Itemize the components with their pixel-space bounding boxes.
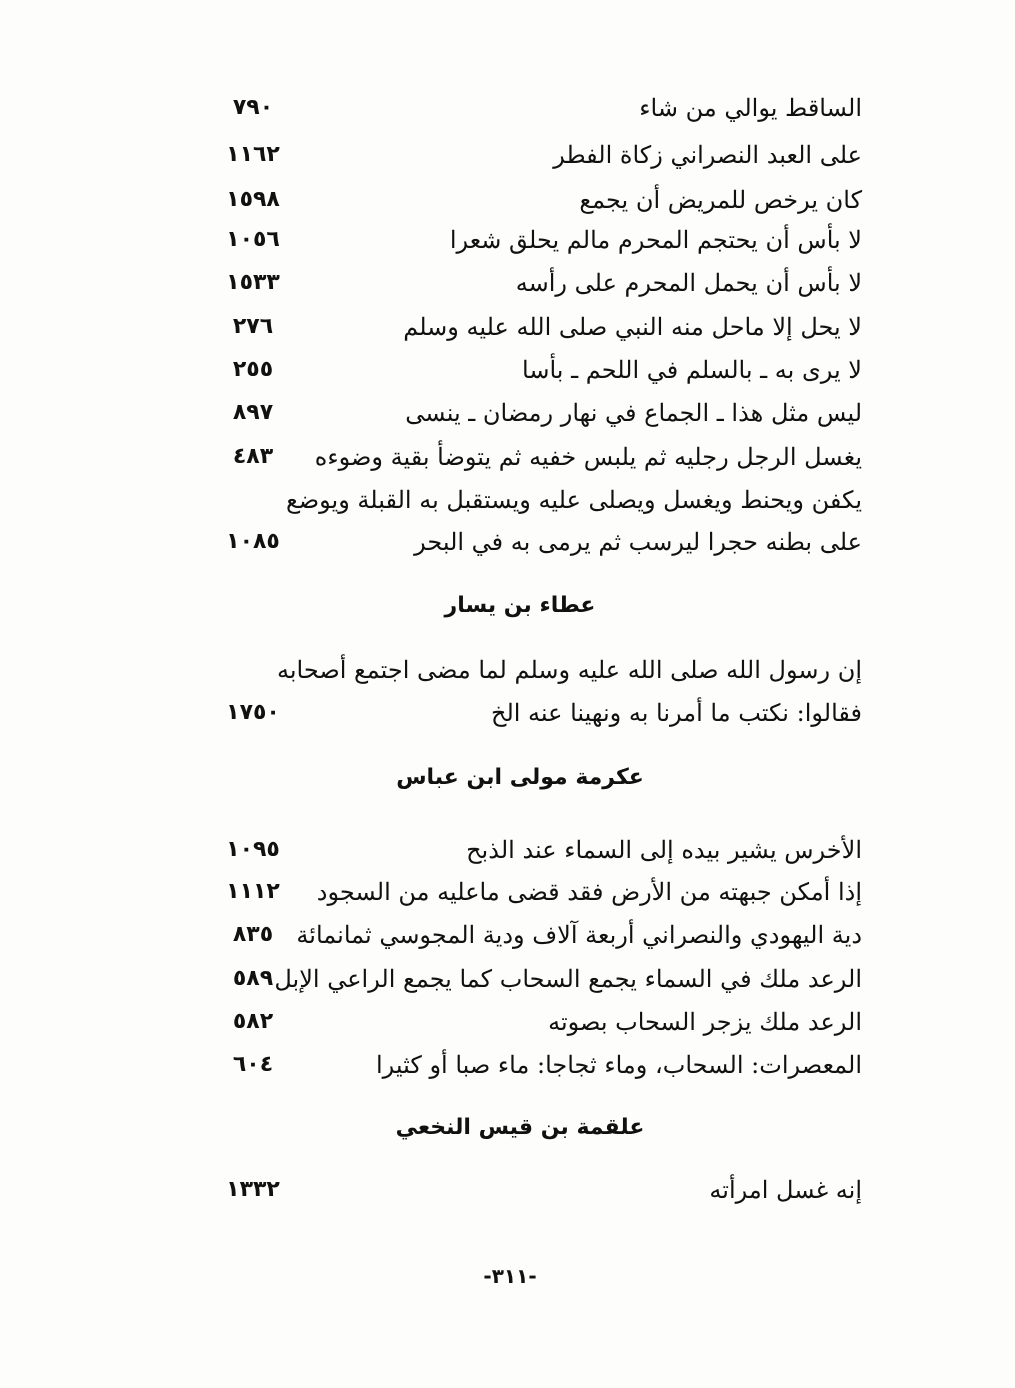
index-entry (200, 830, 870, 870)
index-entry (200, 959, 870, 999)
entry-text: يغسل الرجل رجليه ثم يلبس خفيه ثم يتوضأ بقية وضوءه (314, 443, 862, 471)
page-number: -٣١١- (483, 1264, 537, 1288)
entry-number: ٨٣٥ (232, 922, 274, 947)
entry-number: ١١١٢ (226, 879, 280, 904)
index-entry (200, 88, 870, 128)
entry-number: ١٣٣٢ (226, 1177, 280, 1202)
section-heading: عكرمة مولى ابن عباس (396, 765, 644, 790)
entry-text: يكفن ويحنط ويغسل ويصلى عليه ويستقبل به القبلة ويوضع (285, 486, 862, 514)
index-entry (200, 263, 870, 303)
entry-number: ١٠٨٥ (226, 529, 280, 554)
entry-number: ١٥٩٨ (226, 187, 280, 212)
entry-text: لا بأس أن يحتجم المحرم مالم يحلق شعرا (449, 226, 862, 254)
index-entry (200, 180, 870, 220)
entry-number: ٧٩٠ (232, 95, 274, 120)
entry-number: ١٧٥٠ (226, 700, 280, 725)
entry-number: ٦٠٤ (232, 1052, 274, 1077)
index-entry (200, 872, 870, 912)
index-entry (200, 437, 870, 477)
index-entry (200, 1045, 870, 1085)
entry-text: كان يرخص للمريض أن يجمع (579, 186, 862, 214)
entry-text: الأخرس يشير بيده إلى السماء عند الذبح (466, 836, 862, 864)
index-entry (200, 480, 870, 520)
entry-text: الرعد ملك يزجر السحاب بصوته (548, 1008, 862, 1036)
entry-text: المعصرات: السحاب، وماء ثجاجا: ماء صبا أو كثيرا (376, 1051, 862, 1079)
section-heading: علقمة بن قيس النخعي (395, 1115, 645, 1140)
entry-number: ٤٨٣ (232, 444, 274, 469)
entry-number: ٥٨٩ (232, 966, 274, 991)
section-heading: عطاء بن يسار (444, 593, 596, 618)
index-entry (200, 650, 870, 690)
entry-text: ليس مثل هذا ـ الجماع في نهار رمضان ـ ينسى (405, 399, 862, 427)
index-entry (200, 915, 870, 955)
entry-number: ١٠٩٥ (226, 837, 280, 862)
entry-text: الساقط يوالي من شاء (639, 94, 862, 122)
index-entry (200, 1170, 870, 1210)
entry-number: ٨٩٧ (232, 400, 274, 425)
index-entry (200, 522, 870, 562)
entry-number: ٢٥٥ (232, 357, 274, 382)
index-entry (200, 1002, 870, 1042)
entry-text: فقالوا: نكتب ما أمرنا به ونهينا عنه الخ (490, 699, 862, 727)
index-entry (200, 693, 870, 733)
entry-text: لا بأس أن يحمل المحرم على رأسه (515, 269, 862, 297)
entry-text: الرعد ملك في السماء يجمع السحاب كما يجمع الراعي الإبل (274, 965, 862, 993)
entry-text: لا يحل إلا ماحل منه النبي صلى الله عليه وسلم (403, 313, 862, 341)
entry-number: ١١٦٢ (226, 142, 280, 167)
index-entry (200, 307, 870, 347)
entry-number: ١٠٥٦ (226, 227, 280, 252)
entry-text: إذا أمكن جبهته من الأرض فقد قضى ماعليه من السجود (316, 878, 862, 906)
entry-number: ٢٧٦ (232, 314, 274, 339)
entry-text: إنه غسل امرأته (709, 1176, 862, 1204)
index-entry (200, 393, 870, 433)
entry-text: إن رسول الله صلى الله عليه وسلم لما مضى اجتمع أصحابه (277, 656, 862, 684)
index-entry (200, 350, 870, 390)
entry-text: لا يرى به ـ بالسلم في اللحم ـ بأسا (522, 356, 862, 384)
index-entry (200, 220, 870, 260)
entry-text: دية اليهودي والنصراني أربعة آلاف ودية المجوسي ثمانمائة (296, 921, 862, 949)
entry-text: على بطنه حجرا ليرسب ثم يرمى به في البحر (414, 528, 862, 556)
index-entry (200, 135, 870, 175)
entry-number: ٥٨٢ (232, 1009, 274, 1034)
entry-text: على العبد النصراني زكاة الفطر (553, 141, 862, 169)
entry-number: ١٥٣٣ (226, 270, 280, 295)
